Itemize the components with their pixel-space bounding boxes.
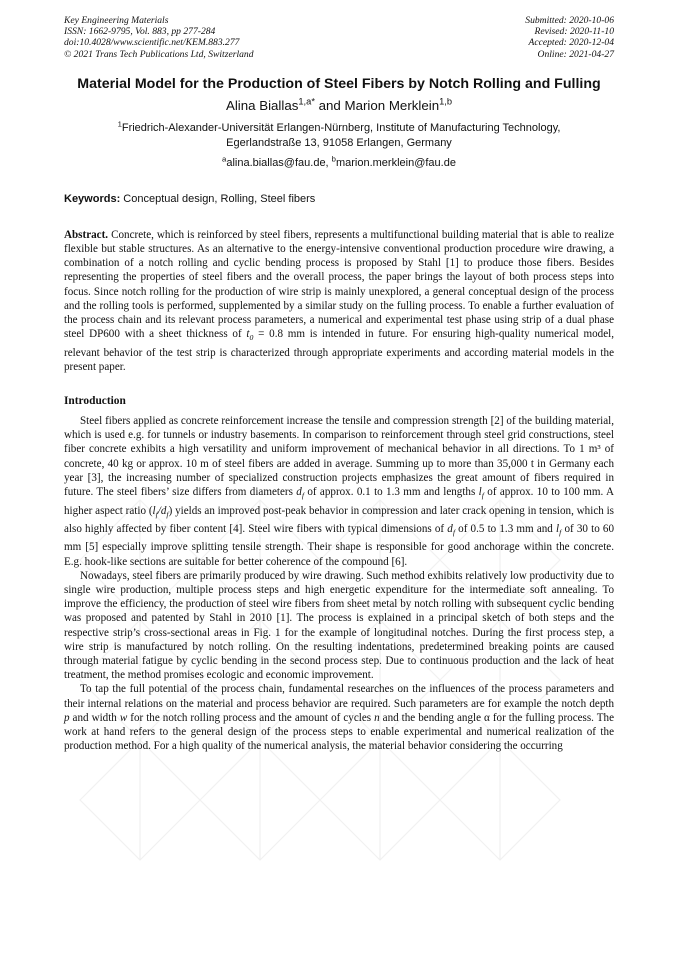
email-link[interactable]: marion.merklein@fau.de — [335, 156, 456, 169]
abstract: Abstract. Concrete, which is reinforced by steel fibers, represents a multifunctional building material that is able to realize flexible but stable structures. As an alternative to the energy-intensive conventional production procedure wire drawing, a combination of a notch rolling and cyclic bending process is proposed by Stahl [1] to produce those fibers. Besides representing the properties of steel fibers and the overall process, the paper brings the layout of both process steps into focus. Since notch rolling for the production of wire strip is mainly unexplored, a general conceptual design of the process and the rolling tools is performed, supplemented by a similar study on the fulling process. To enable a further evaluation of the process chain and its relevant process parameters, a numerical and experimental test phase using strip of a dual phase steel DP600 with a sheet thickness of $t_0 = 0.8$ mm is intended in future. For ensuring high-quality numerical model, relevant behavior of the test strip is characterized through appropriate experiments and according material models in the present paper. — [64, 228, 614, 373]
keywords — [64, 192, 614, 207]
email-superscript: a — [222, 154, 227, 164]
keywords-text: Conceptual design, Rolling, Steel fibers — [120, 192, 316, 205]
section-heading-introduction: Introduction — [64, 395, 126, 408]
author-name: Alina Biallas — [225, 97, 299, 113]
author-emails — [64, 156, 614, 171]
abstract-label: Abstract. — [64, 228, 109, 241]
header-left — [64, 15, 254, 60]
author-superscript: 1,a* — [298, 96, 315, 107]
keywords-label: Keywords: — [64, 192, 121, 205]
issn-line: ISSN: 1662-9795, Vol. 883, pp 277-284 — [64, 26, 216, 38]
author-connector: and — [314, 97, 345, 113]
affiliation-line-2: Egerlandstraße 13, 91058 Erlangen, Germany — [226, 136, 452, 149]
submitted-date: Submitted: 2020-10-06 — [525, 15, 614, 26]
affiliation-superscript: 1 — [117, 119, 122, 129]
header-right — [525, 15, 614, 60]
email-link[interactable]: alina.biallas@fau.de, — [226, 156, 332, 169]
paper-title: Material Model for the Production of Steel Fibers by Notch Rolling and Fulling — [77, 75, 601, 92]
online-date: Online: 2021-04-27 — [537, 48, 614, 60]
author-list — [64, 97, 614, 115]
journal-name: Key Engineering Materials — [64, 15, 169, 26]
revised-date: Revised: 2020-11-10 — [534, 26, 614, 38]
copyright-line: © 2021 Trans Tech Publications Ltd, Switzerland — [64, 48, 254, 60]
affiliation-line-1: $^1$Friedrich-Alexander-Universität Erlangen-Nürnberg, Institute of Manufacturing Technology, — [117, 119, 561, 134]
accepted-date: Accepted: 2020-12-04 — [528, 37, 614, 49]
journal-header — [64, 0, 614, 60]
email-superscript: b — [331, 154, 336, 164]
paragraph: Steel fibers applied as concrete reinforcement increase the tensile and compression strength [2] of the building material, which is used e.g. for tunnels or industry basements. In comparison to reinforcement through steel grid constructions, steel fiber concrete exhibits a high versatility and uniform improvement of mechanical behavior in all directions. To 1 m³ of concrete, 40 kg or approx. 10 m of steel fibers are added in average. Summing up to more than 35,000 t in Germany each year [3], the increasing number of specialized construction projects emphasizes the great amount of fibers required in future. The steel fibers’ size differs from diameters $d_f$ of approx. 0.1 to 1.3 mm and lengths $l_f$ of approx. 10 to 100 mm. A higher aspect ratio $(l_f/d_f)$ yields an improved post-peak behavior in compression and later crack opening in tension, which is also highly affected by fiber content [4]. Steel wire fibers with typical dimensions of $d_f$ of 0.5 to 1.3 mm and $l_f$ of 30 to 60 mm [5] especially improve splitting tensile strength. Their shape is responsible for good anchorage within the concrete. E.g. hook-like sections are suitable for better coherence of the compound [6]. — [64, 415, 614, 568]
doi-line: doi:10.4028/www.scientific.net/KEM.883.277 — [64, 37, 240, 49]
paragraph: To tap the full potential of the process chain, fundamental researches on the influences of the process parameters and their internal relations on the material and process behavior are required. Such parameters are for example the notch depth p and width w for the notch rolling process and the amount of cycles n and the bending angle α for the fulling process. The work at hand refers to the general design of the process steps to enable experimental and numerical realization of the production method. For a high quality of the numerical analysis, the material behavior considering the occurring — [64, 683, 615, 753]
author-superscript: 1,b — [439, 96, 453, 107]
author-name: Marion Merklein — [344, 97, 440, 113]
paragraph: Nowadays, steel fibers are primarily produced by wire drawing. Such method exhibits relatively low productivity due to single wire production, multiple process steps and high energetic expenditure for the intermediate soft annealing. To improve the efficiency, the production of steel wire fibers from sheet metal by notch rolling with subsequent cyclic bending was proposed and patented by Stahl in 2010 [1]. The process is explained in a principal sketch of both steps and the respective strip’s cross-sectional areas in Fig. 1 for the example of longitudinal notches. During the first process step, a wire strip is manufactured by notch rolling. On the resulting indentations, predetermined breaking points are caused through material fatigue by cyclic bending in the second process step. Due to continuous production and the lack of heat treatment, the method promises ecologic and economic improvement. — [64, 569, 614, 682]
affiliation — [64, 121, 614, 151]
